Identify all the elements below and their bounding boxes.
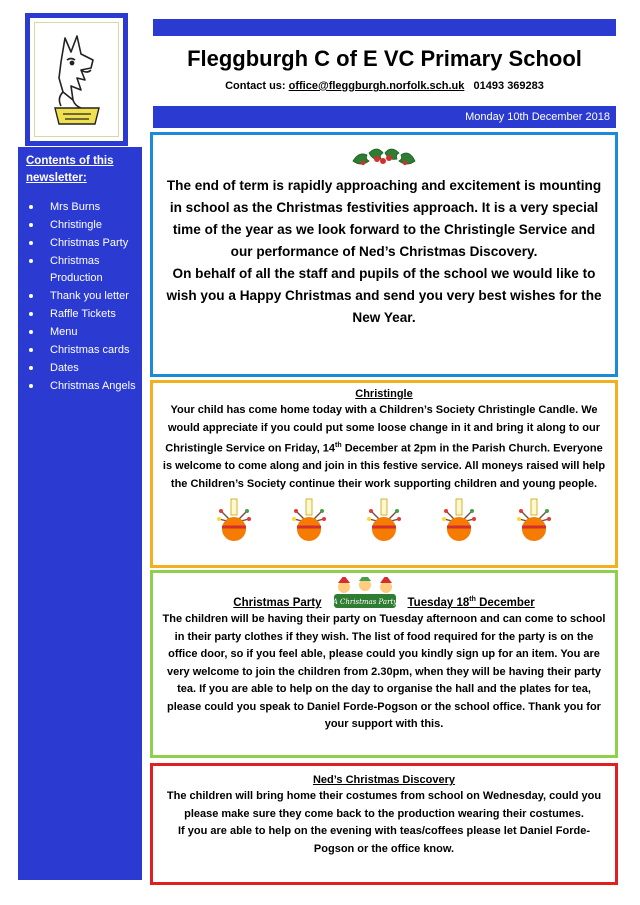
- contents-item-label: Christmas Party: [50, 237, 129, 249]
- bullet-icon: [29, 241, 33, 245]
- christingle-orange-icon: [515, 497, 553, 541]
- production-paragraph-2: If you are able to help on the evening with teas/coffees please let Daniel Forde-Pogson or the office know.: [178, 825, 590, 855]
- party-text: The children will be having their party on Tuesday afternoon and can come to school in their party clothes if they wish. The list of food required for the party is on the office door, so if you feel able, please could you kindly sign up for an item. You are very welcome to join the children from 2.30pm, when they will be having their party tea. If you are able to help on the day to organise the hall and the plates for tea, please could you speak to Daniel Forde-Pogson or the school office. Thank you for your support with this.: [162, 613, 606, 730]
- contents-sidebar: [18, 147, 142, 880]
- holly-icon: [349, 143, 419, 171]
- party-panel: [150, 570, 618, 758]
- party-title: Christmas Party: [233, 597, 322, 609]
- christingle-orange-icon: [440, 497, 478, 541]
- dragon-crest-icon: [41, 30, 113, 130]
- bullet-icon: [29, 205, 33, 209]
- contents-item-label: Mrs Burns: [50, 201, 101, 213]
- party-date-start: Tuesday 18: [407, 597, 470, 609]
- contents-item-label: Christingle: [50, 219, 102, 231]
- contents-item-label: Menu: [50, 326, 78, 338]
- contact-line: [153, 80, 616, 92]
- contents-item-label: Christmas Production: [50, 255, 103, 284]
- bullet-icon: [29, 259, 33, 263]
- production-title: Ned’s Christmas Discovery: [312, 774, 456, 786]
- date-bar: [153, 106, 616, 128]
- party-date: [408, 592, 535, 611]
- intro-paragraph-2: On behalf of all the staff and pupils of the school we would like to wish you a Happy Christmas and send you very best wishes for the New Year.: [166, 266, 602, 325]
- contents-item-label: Raffle Tickets: [50, 308, 116, 320]
- party-date-suffix: th: [469, 596, 476, 604]
- christingle-date-suffix: th: [335, 442, 342, 449]
- contents-item: [26, 253, 136, 287]
- christingle-orange-icon: [215, 497, 253, 541]
- contents-title: Contents of this newsletter:: [26, 155, 114, 184]
- christingle-candles: [153, 493, 615, 541]
- contents-item: [26, 342, 136, 359]
- header-top-bar: [153, 19, 616, 36]
- phone-number: 01493 369283: [473, 80, 544, 92]
- contents-item-label: Thank you letter: [50, 290, 129, 302]
- intro-paragraph-1: The end of term is rapidly approaching and excitement is mounting in school as the Christmas festivities approach. It is a very special time of the year as we look forward to the Christingle Service and our performance of Ned’s Christmas Discovery.: [166, 178, 602, 259]
- christingle-panel: [150, 380, 618, 568]
- contents-item: [26, 324, 136, 341]
- school-name: Fleggburgh C of E VC Primary School: [187, 46, 582, 71]
- bullet-icon: [29, 312, 33, 316]
- christingle-title: Christingle: [355, 388, 413, 400]
- email-link[interactable]: office@fleggburgh.norfolk.sch.uk: [288, 80, 465, 92]
- contact-label: Contact us:: [225, 80, 286, 92]
- christingle-orange-icon: [290, 497, 328, 541]
- bullet-icon: [29, 330, 33, 334]
- contents-item: [26, 378, 136, 395]
- school-logo: [25, 13, 128, 146]
- bullet-icon: [29, 294, 33, 298]
- contents-item-label: Christmas Angels: [50, 380, 136, 392]
- contents-item: [26, 306, 136, 323]
- party-date-end: December: [475, 597, 535, 609]
- newsletter-date: Monday 10th December 2018: [465, 111, 610, 123]
- party-clipart-label: A Christmas Party: [332, 598, 397, 606]
- contents-item: [26, 199, 136, 216]
- contents-item: [26, 235, 136, 252]
- bullet-icon: [29, 384, 33, 388]
- bullet-icon: [29, 223, 33, 227]
- contents-item: [26, 217, 136, 234]
- christingle-text-start: Your child has come home today with a Children’s Society Christingle Candle. We would appreciate if you could put some loose change in it and bring it along to our Christingle Service on Friday, 14: [165, 404, 601, 455]
- bullet-icon: [29, 348, 33, 352]
- production-panel: [150, 763, 618, 885]
- intro-panel: [150, 132, 618, 377]
- party-heading: [153, 577, 615, 611]
- christingle-text: [153, 402, 615, 493]
- bullet-icon: [29, 366, 33, 370]
- christingle-text-end: December at 2pm in the Parish Church. Everyone is welcome to come along and join in this festive service. All moneys raised will help the Children’s Society continue their work supporting children and young people.: [162, 442, 606, 490]
- contents-item-label: Christmas cards: [50, 344, 130, 356]
- contents-list: [26, 199, 136, 395]
- party-clipart-icon: [332, 577, 398, 611]
- christingle-orange-icon: [365, 497, 403, 541]
- production-paragraph-1: The children will bring home their costumes from school on Wednesday, could you please make sure they come back to the production wearing their costumes.: [166, 790, 602, 820]
- contents-item-label: Dates: [50, 362, 79, 374]
- contents-item: [26, 288, 136, 305]
- contents-item: [26, 360, 136, 377]
